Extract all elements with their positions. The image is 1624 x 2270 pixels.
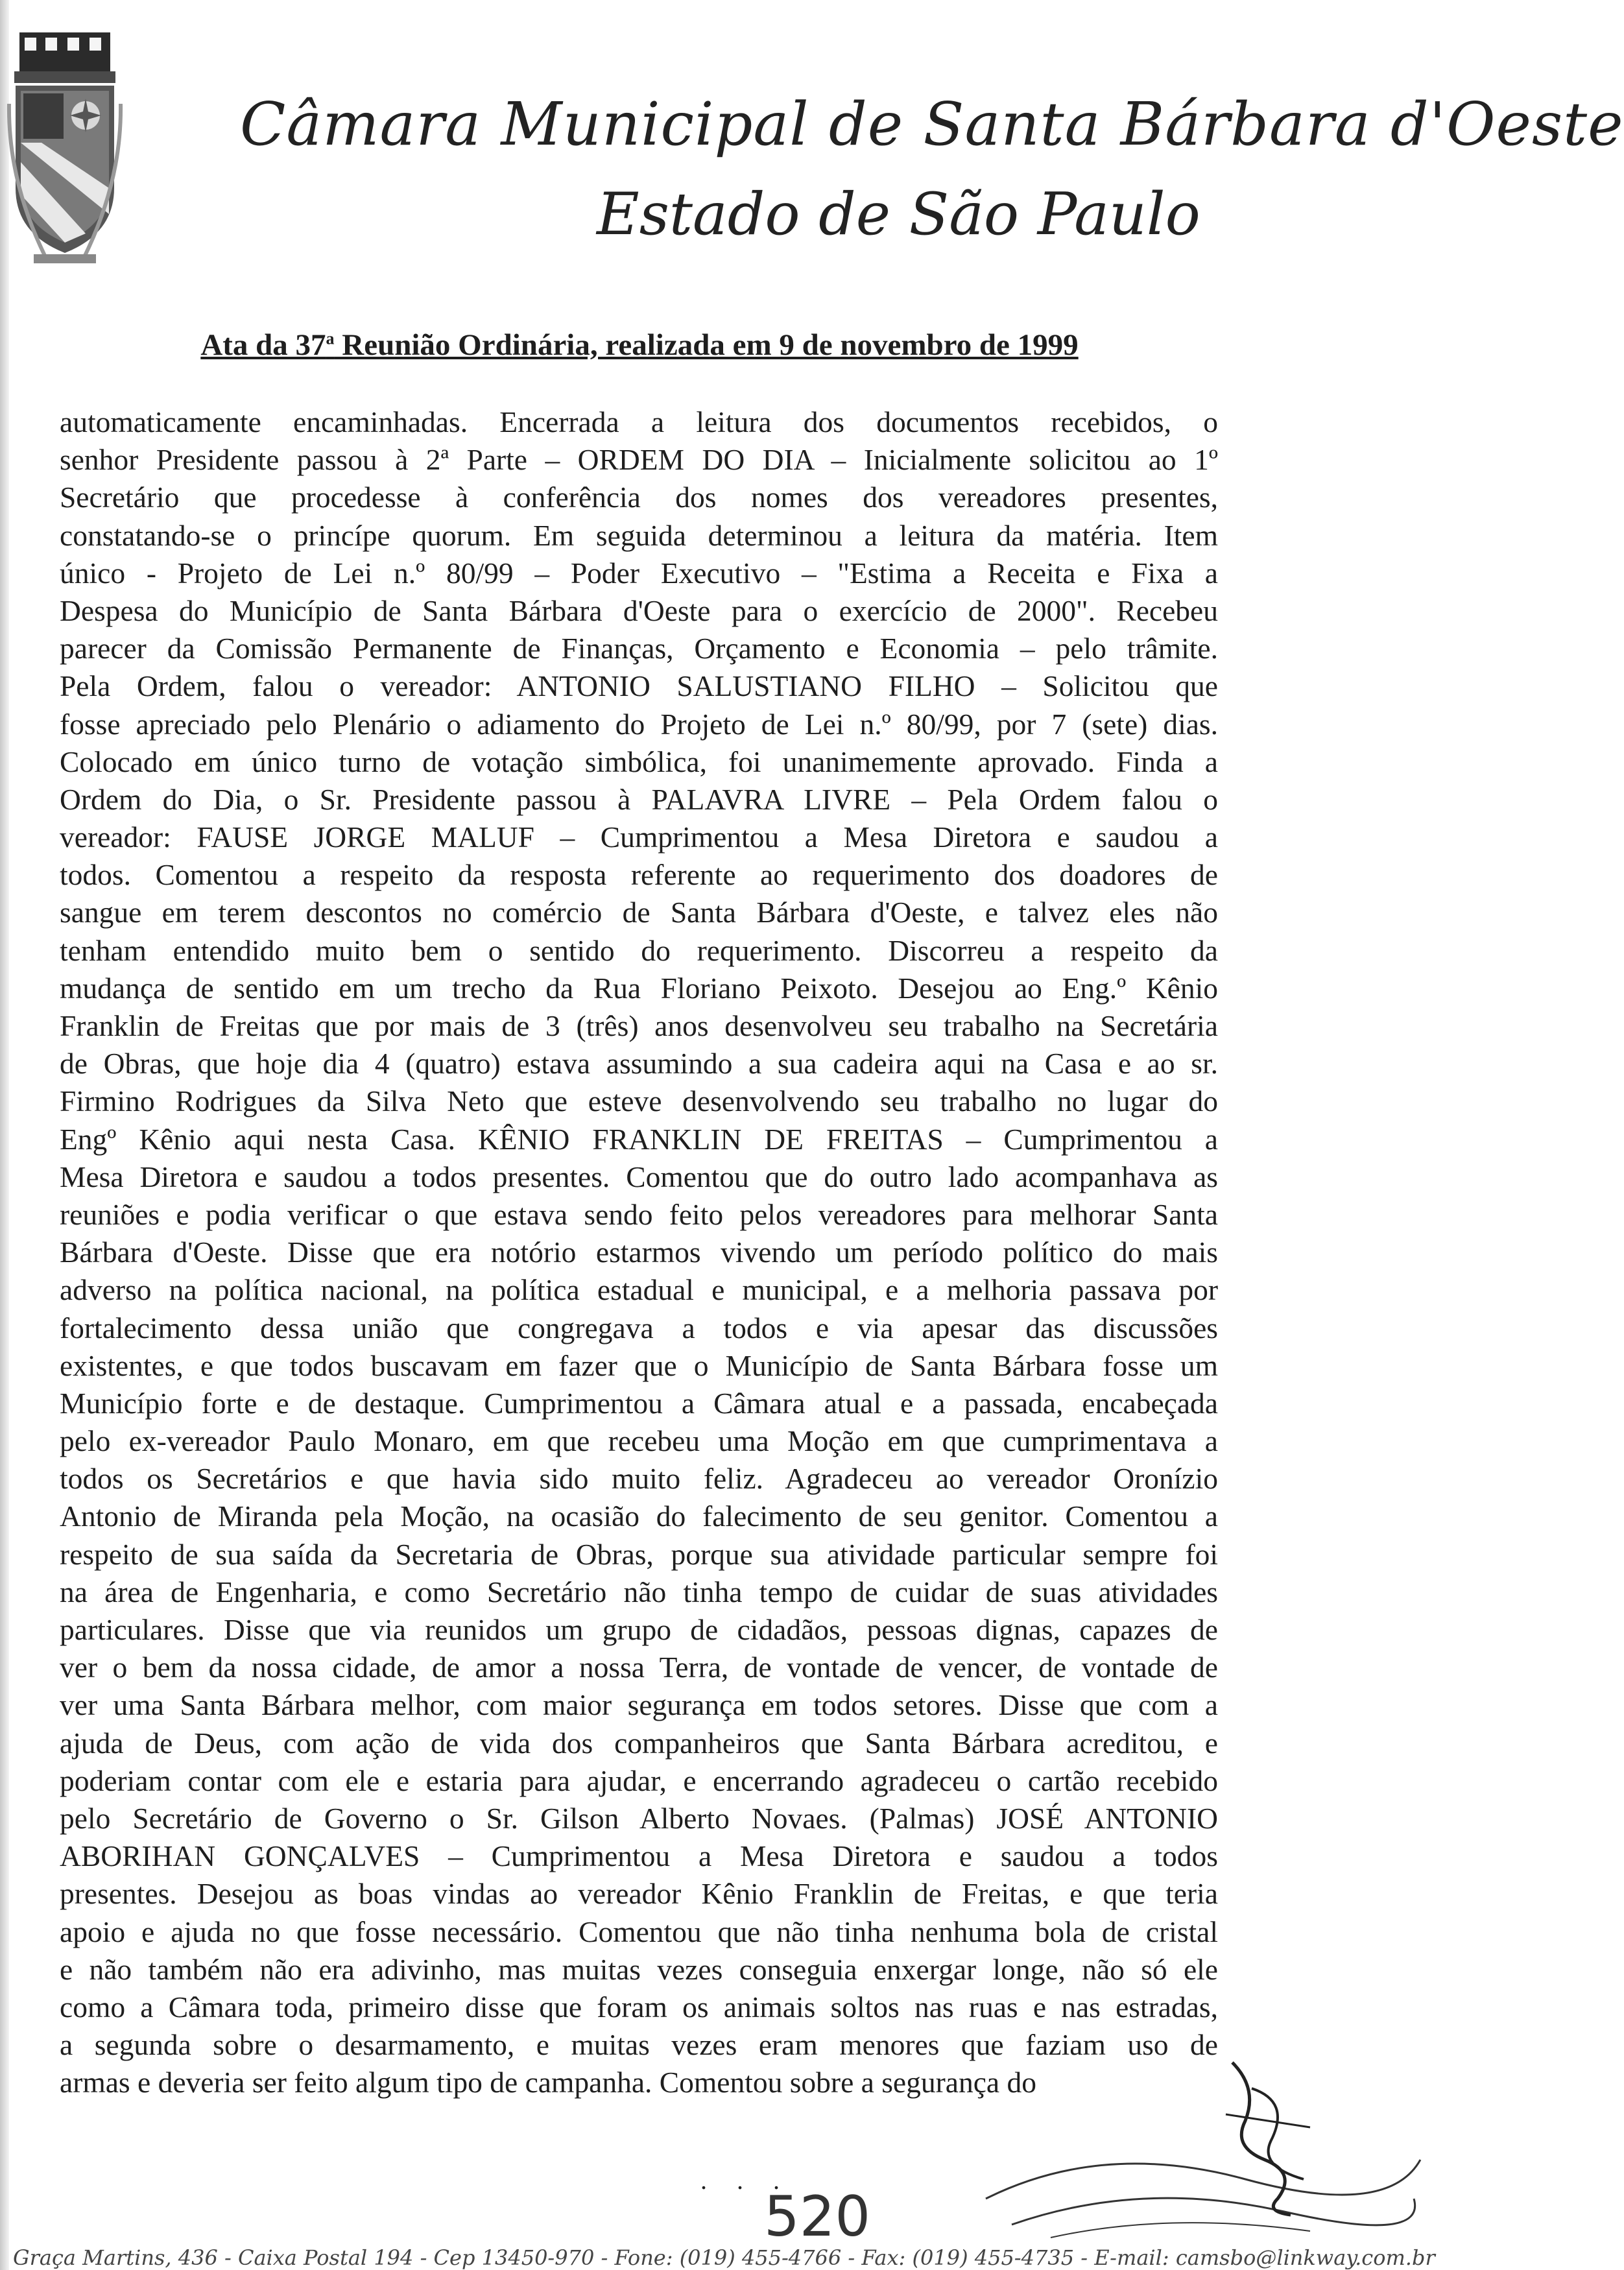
body-line: Franklin de Freitas que por mais de 3 (três) anos desenvolveu seu trabalho na Secretária [60,1009,1218,1042]
body-line: constatando-se o princípe quorum. Em seguida determinou a leitura da matéria. Item [60,518,1218,552]
body-line: na área de Engenharia, e como Secretário não tinha tempo de cuidar de suas atividades [60,1575,1218,1608]
body-line: sangue em terem descontos no comércio de Santa Bárbara d'Oeste, e talvez eles não [60,896,1218,929]
body-line: reuniões e podia verificar o que estava sendo feito pelos vereadores para melhorar Santa [60,1197,1218,1231]
body-line: apoio e ajuda no que fosse necessário. Comentou que não tinha nenhuma bola de cristal [60,1915,1218,1948]
signature-icon [1213,2049,1330,2218]
body-line: ver o bem da nossa cidade, de amor a nossa Terra, de vontade de vencer, de vontade de [60,1651,1218,1684]
body-line: Bárbara d'Oeste. Disse que era notório estarmos vivendo um período político do mais [60,1236,1218,1269]
body-line: fortalecimento dessa união que congregava a todos e via apesar das discussões [60,1311,1218,1344]
page-number: 520 [764,2184,871,2249]
body-line: existentes, e que todos buscavam em fazer que o Município de Santa Bárbara fosse um [60,1348,1218,1382]
body-line: a segunda sobre o desarmamento, e muitas vezes eram menores que faziam uso de [60,2028,1218,2062]
body-line: pelo Secretário de Governo o Sr. Gilson Alberto Novaes. (Palmas) JOSÉ ANTONIO [60,1801,1218,1835]
coat-of-arms-icon [8,26,122,266]
body-line: armas e deveria ser feito algum tipo de campanha. Comentou sobre a segurança do [60,2066,1036,2099]
body-line: parecer da Comissão Permanente de Finanças, Orçamento e Economia – pelo trâmite. [60,632,1218,665]
footer-address: Graça Martins, 436 - Caixa Postal 194 - Cep 13450-970 - Fone: (019) 455-4766 - Fax: (019) 455-4735 - E-mail: camsbo@linkway.com.br [13,2245,1435,2270]
scan-edge [0,0,9,2270]
body-line: Colocado em único turno de votação simbólica, foi unanimemente aprovado. Finda a [60,745,1218,778]
body-line: automaticamente encaminhadas. Encerrada a leitura dos documentos recebidos, o [60,405,1218,438]
signature-flourish-icon [973,2101,1427,2257]
body-line: Firmino Rodrigues da Silva Neto que esteve desenvolvendo seu trabalho no lugar do [60,1084,1218,1118]
body-line: presentes. Desejou as boas vindas ao vereador Kênio Franklin de Freitas, e que teria [60,1877,1218,1911]
title-rest: Reunião Ordinária, realizada em 9 de novembro de 1999 [334,328,1079,362]
body-line: e não também não era adivinho, mas muitas vezes conseguia enxergar longe, não só ele [60,1952,1218,1986]
title-ordinal: a [326,329,335,348]
continuation-dots: . . . [700,2166,791,2195]
body-line: fosse apreciado pelo Plenário o adiamento do Projeto de Lei n.º 80/99, por 7 (sete) dias. [60,707,1218,741]
body-line: Antonio de Miranda pela Moção, na ocasião do falecimento de seu genitor. Comentou a [60,1499,1218,1533]
body-line: de Obras, que hoje dia 4 (quatro) estava assumindo a sua cadeira aqui na Casa e ao sr. [60,1047,1218,1081]
body-line: ajuda de Deus, com ação de vida dos companheiros que Santa Bárbara acreditou, e [60,1726,1218,1760]
title-prefix: Ata da 37 [200,328,326,362]
state-name: Estado de São Paulo [597,180,1200,248]
document-title [166,328,1113,363]
body-line: adverso na política nacional, na política estadual e municipal, e a melhoria passava por [60,1273,1218,1307]
body-line: pelo ex-vereador Paulo Monaro, em que recebeu uma Moção em que cumprimentava a [60,1424,1218,1458]
body-line: Mesa Diretora e saudou a todos presentes. Comentou que do outro lado acompanhava as [60,1160,1218,1193]
minutes-body [60,403,1218,2101]
body-line: único - Projeto de Lei n.º 80/99 – Poder Executivo – "Estima a Receita e Fixa a [60,556,1218,590]
body-line: Pela Ordem, falou o vereador: ANTONIO SALUSTIANO FILHO – Solicitou que [60,669,1218,703]
body-line: respeito de sua saída da Secretaria de Obras, porque sua atividade particular sempre foi [60,1537,1218,1571]
body-line: Secretário que procedesse à conferência dos nomes dos vereadores presentes, [60,481,1218,514]
body-line: tenham entendido muito bem o sentido do requerimento. Discorreu a respeito da [60,933,1218,967]
body-line: Ordem do Dia, o Sr. Presidente passou à PALAVRA LIVRE – Pela Ordem falou o [60,782,1218,816]
body-line: ver uma Santa Bárbara melhor, com maior segurança em todos setores. Disse que com a [60,1688,1218,1722]
body-line: ABORIHAN GONÇALVES – Cumprimentou a Mesa Diretora e saudou a todos [60,1839,1218,1873]
body-line: vereador: FAUSE JORGE MALUF – Cumprimentou a Mesa Diretora e saudou a [60,820,1218,854]
body-line: Município forte e de destaque. Cumprimentou a Câmara atual e a passada, encabeçada [60,1386,1218,1420]
body-line: todos. Comentou a respeito da resposta referente ao requerimento dos doadores de [60,858,1218,892]
body-line: Despesa do Município de Santa Bárbara d'Oeste para o exercício de 2000". Recebeu [60,593,1218,627]
body-line: senhor Presidente passou à 2ª Parte – ORDEM DO DIA – Inicialmente solicitou ao 1º [60,443,1218,477]
body-line: Engº Kênio aqui nesta Casa. KÊNIO FRANKLIN DE FREITAS – Cumprimentou a [60,1122,1218,1156]
body-line: poderiam contar com ele e estaria para ajudar, e encerrando agradeceu o cartão recebido [60,1763,1218,1797]
body-line: todos os Secretários e que havia sido muito feliz. Agradeceu ao vereador Oronízio [60,1462,1218,1496]
body-line: particulares. Disse que via reunidos um grupo de cidadãos, pessoas dignas, capazes de [60,1613,1218,1646]
body-line: como a Câmara toda, primeiro disse que foram os animais soltos nas ruas e nas estradas, [60,1990,1218,2024]
institution-name: Câmara Municipal de Santa Bárbara d'Oeste [240,90,1624,159]
body-line: mudança de sentido em um trecho da Rua Floriano Peixoto. Desejou ao Eng.º Kênio [60,971,1218,1005]
